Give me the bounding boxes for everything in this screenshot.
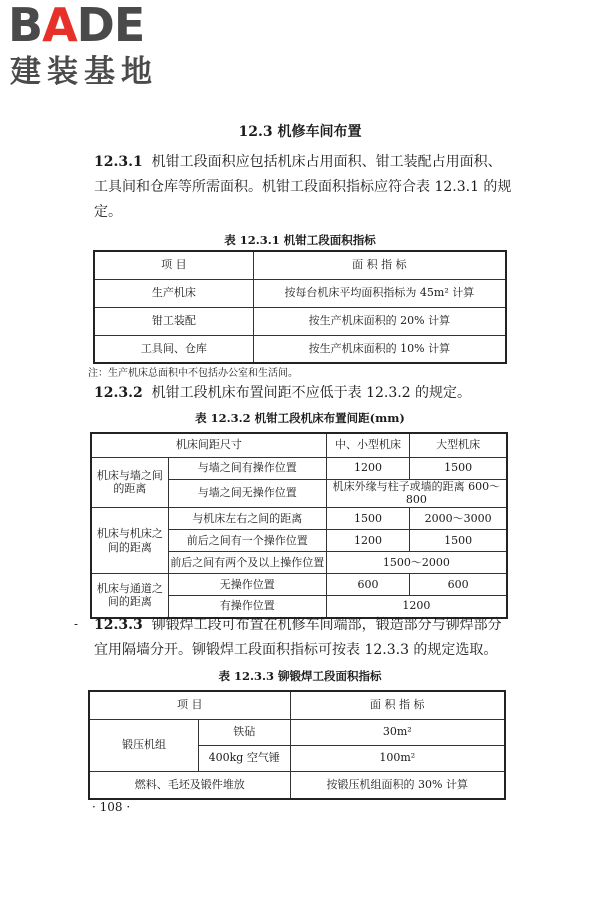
table-cell: 无操作位置 (168, 574, 326, 596)
header-cell: 面 积 指 标 (290, 691, 505, 719)
table-12-3-1 (93, 250, 507, 364)
group-cell: 机床与机床之间的距离 (91, 508, 168, 574)
table-cell: 有操作位置 (168, 596, 326, 618)
header-cell: 面 积 指 标 (253, 251, 506, 279)
table-cell: 前后之间有两个及以上操作位置 (168, 552, 326, 574)
table-cell: 机床外缘与柱子或墙的距离 600～800 (326, 479, 507, 508)
table-row (94, 279, 506, 307)
table-caption: 表 12.3.3 铆锻焊工段面积指标 (218, 669, 382, 683)
table-cell: 1500 (410, 457, 507, 479)
table-cell: 600 (410, 574, 507, 596)
group-cell: 机床与墙之间的距离 (91, 457, 168, 508)
clause-text: 铆锻焊工段可布置在机修车间端部，锻造部分与铆焊部分宜用隔墙分开。铆锻焊工段面积指标可按表 12.3.3 的规定选取。 (94, 617, 502, 658)
table-cell: 1200 (326, 457, 409, 479)
table-note: 注：生产机床总面积中不包括办公室和生活间。 (88, 368, 298, 379)
group-cell: 机床与通道之间的距离 (91, 574, 168, 618)
header-cell: 项 目 (89, 691, 290, 719)
table-cell: 与墙之间无操作位置 (168, 479, 326, 508)
table-cell: 前后之间有一个操作位置 (168, 530, 326, 552)
table-cell: 按生产机床面积的 20% 计算 (253, 307, 506, 335)
clause-12-3-1 (94, 150, 512, 225)
table-cell: 钳工装配 (94, 307, 253, 335)
table-header-row (89, 691, 505, 719)
logo-letters-de: DE (76, 0, 145, 52)
table-header-row (94, 251, 506, 279)
page-number: · 108 · (92, 800, 131, 814)
clause-12-3-2 (94, 381, 524, 406)
table-cell: 1200 (326, 596, 507, 618)
clause-text: 机钳工段面积应包括机床占用面积、钳工装配占用面积、工具间和仓库等所需面积。机钳工段面积指标应符合表 12.3.1 的规定。 (94, 154, 512, 220)
header-cell: 中、小型机床 (326, 433, 409, 457)
table-cell: 100m² (290, 745, 505, 771)
table-row (91, 574, 507, 596)
table-cell: 1200 (326, 530, 409, 552)
table-row (89, 771, 505, 799)
table-cell: 1500 (410, 530, 507, 552)
table-row (94, 307, 506, 335)
table-cell: 30m² (290, 719, 505, 745)
clause-number: 12.3.2 (94, 385, 143, 401)
table-cell: 按生产机床面积的 10% 计算 (253, 335, 506, 363)
table-row (89, 719, 505, 745)
table-cell: 燃料、毛坯及锻件堆放 (89, 771, 290, 799)
table-cell: 600 (326, 574, 409, 596)
table-header-row (91, 433, 507, 457)
clause-number: 12.3.3 (94, 617, 143, 633)
table-12-3-2 (90, 432, 508, 619)
table-cell: 2000～3000 (410, 508, 507, 530)
table-cell: 铁砧 (198, 719, 290, 745)
table-cell: 与机床左右之间的距离 (168, 508, 326, 530)
table-cell: 1500 (326, 508, 409, 530)
table-row (91, 457, 507, 479)
logo-brand (8, 0, 145, 52)
clause-12-3-3 (94, 613, 514, 663)
logo-letter-a: A (42, 0, 77, 52)
group-cell: 锻压机组 (89, 719, 198, 771)
clause-number: 12.3.1 (94, 154, 143, 170)
table-caption: 表 12.3.2 机钳工段机床布置间距(mm) (195, 411, 405, 425)
table-cell: 400kg 空气锤 (198, 745, 290, 771)
table-12-3-3 (88, 690, 506, 800)
table-cell: 按锻压机组面积的 30% 计算 (290, 771, 505, 799)
table-cell: 与墙之间有操作位置 (168, 457, 326, 479)
logo-subtitle: 建装基地 (10, 54, 158, 90)
stray-mark: - (74, 617, 79, 631)
logo-letter-b: B (8, 0, 43, 52)
header-cell: 大型机床 (410, 433, 507, 457)
table-caption: 表 12.3.1 机钳工段面积指标 (224, 233, 376, 247)
table-cell: 生产机床 (94, 279, 253, 307)
clause-text: 机钳工段机床布置间距不应低于表 12.3.2 的规定。 (151, 385, 472, 401)
header-cell: 机床间距尺寸 (91, 433, 326, 457)
table-row (94, 335, 506, 363)
table-cell: 1500～2000 (326, 552, 507, 574)
section-title: 12.3 机修车间布置 (238, 124, 362, 140)
header-cell: 项 目 (94, 251, 253, 279)
table-cell: 按每台机床平均面积指标为 45m² 计算 (253, 279, 506, 307)
table-row (91, 508, 507, 530)
table-cell: 工具间、仓库 (94, 335, 253, 363)
